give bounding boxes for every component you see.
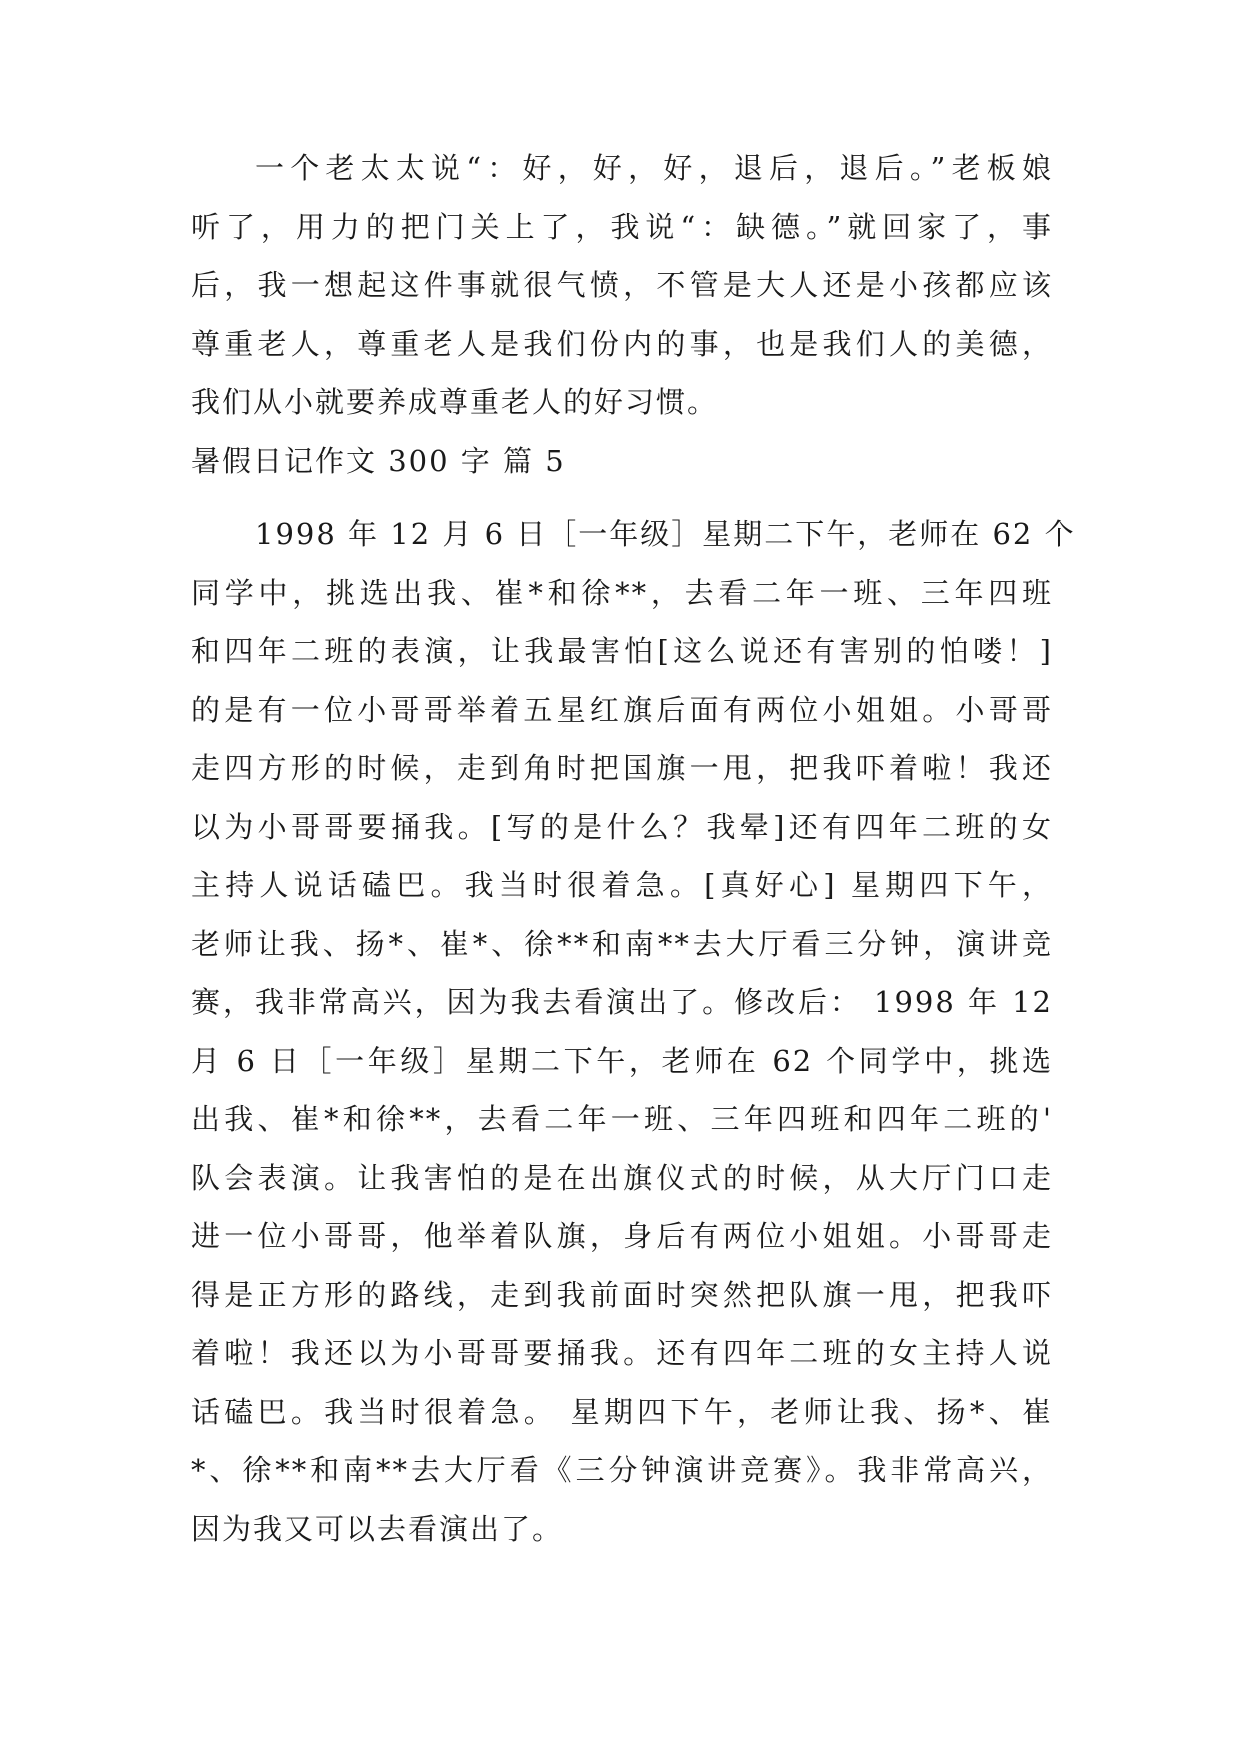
paragraph-line: 进一位小哥哥，他举着队旗，身后有两位小姐姐。小哥哥走 xyxy=(191,1219,1053,1253)
paragraph-line: 主持人说话磕巴。我当时很着急。[真好心] 星期四下午， xyxy=(191,868,1053,902)
paragraph-line: 的是有一位小哥哥举着五星红旗后面有两位小姐姐。小哥哥 xyxy=(191,692,1053,727)
paragraph-2 xyxy=(191,505,1076,1558)
paragraph-line: 出我、崔*和徐**，去看二年一班、三年四班和四年二班的' xyxy=(191,1102,1053,1136)
paragraph-line: 话磕巴。我当时很着急。 星期四下午，老师让我、扬*、崔 xyxy=(191,1394,1053,1429)
paragraph-line: 着啦！我还以为小哥哥要捅我。还有四年二班的女主持人说 xyxy=(191,1336,1053,1370)
paragraph-line: 同学中，挑选出我、崔*和徐**，去看二年一班、三年四班 xyxy=(191,575,1053,610)
section-heading xyxy=(191,432,1053,491)
paragraph-1 xyxy=(191,139,1053,432)
paragraph-line: 月 6 日［一年级］星期二下午，老师在 62 个同学中，挑选 xyxy=(191,1043,1053,1078)
paragraph-line: 赛，我非常高兴，因为我去看演出了。修改后： 1998 年 12 xyxy=(191,985,1053,1019)
paragraph-line: 听了，用力的把门关上了，我说“：缺德。”就回家了，事 xyxy=(191,209,1053,244)
paragraph-line: 和四年二班的表演，让我最害怕[这么说还有害别的怕喽！] xyxy=(191,634,1053,668)
paragraph-line: 队会表演。让我害怕的是在出旗仪式的时候，从大厅门口走 xyxy=(191,1160,1053,1195)
paragraph-line: 老师让我、扬*、崔*、徐**和南**去大厅看三分钟，演讲竞 xyxy=(191,926,1053,961)
paragraph-line: 走四方形的时候，走到角时把国旗一甩，把我吓着啦！我还 xyxy=(191,751,1053,785)
paragraph-line: 1998 年 12 月 6 日［一年级］星期二下午，老师在 62 个 xyxy=(255,517,1076,551)
paragraph-line: 得是正方形的路线，走到我前面时突然把队旗一甩，把我吓 xyxy=(191,1277,1053,1312)
heading-text: 暑假日记作文 300 字 篇 5 xyxy=(191,444,566,478)
paragraph-line: 后，我一想起这件事就很气愤，不管是大人还是小孩都应该 xyxy=(191,268,1053,302)
paragraph-line: 因为我又可以去看演出了。 xyxy=(191,1511,564,1546)
paragraph-line: 尊重老人，尊重老人是我们份内的事，也是我们人的美德， xyxy=(191,326,1053,361)
paragraph-line: 以为小哥哥要捅我。[写的是什么？我晕]还有四年二班的女 xyxy=(191,809,1053,844)
paragraph-line: 我们从小就要养成尊重老人的好习惯。 xyxy=(191,385,719,419)
paragraph-line: *、徐**和南**去大厅看《三分钟演讲竞赛》。我非常高兴， xyxy=(191,1453,1053,1487)
paragraph-line: 一个老太太说“：好，好，好，退后，退后。”老板娘 xyxy=(255,151,1053,185)
